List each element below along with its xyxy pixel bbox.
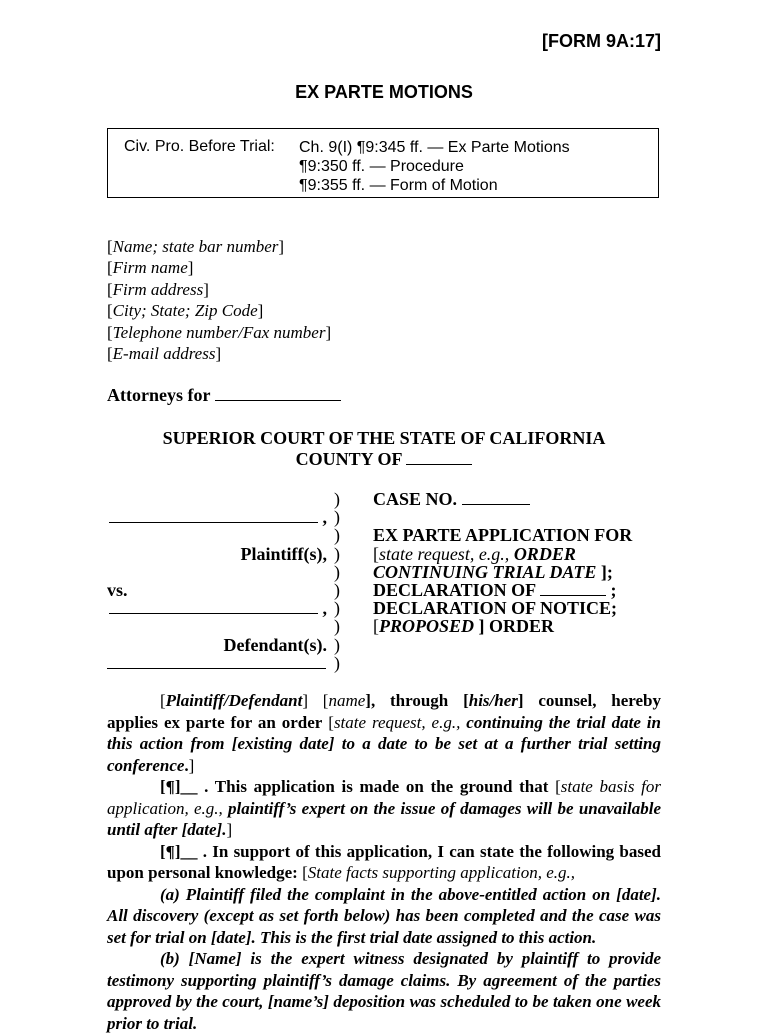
attorney-name-line: [Name; state bar number] bbox=[107, 237, 285, 256]
caption-parties: , Plaintiff(s), vs. , Defendant(s). bbox=[107, 490, 327, 672]
declaration-of-notice: DECLARATION OF NOTICE; bbox=[373, 598, 618, 619]
application-title: EX PARTE APPLICATION FOR bbox=[373, 525, 633, 546]
caption-paren-column: ) ) ) ) ) ) ) ) ) ) bbox=[334, 489, 340, 673]
paragraph-application: [Plaintiff/Defendant] [name], through [his/her] counsel, hereby applies ex parte for an order [state request, e.g., continuing the trial date in this action from [existing date] to a date to be set at a further trial setting conference.] bbox=[107, 691, 661, 775]
reference-label: Civ. Pro. Before Trial: bbox=[124, 138, 275, 155]
document-body bbox=[107, 690, 661, 1034]
paragraph-fact-a: (a) Plaintiff filed the complaint in the above-entitled action on [date]. All discovery (except as set forth below) has been completed and the case was set for trial on [date]. This is the first trial date assigned to this action. bbox=[107, 884, 661, 947]
court-name: SUPERIOR COURT OF THE STATE OF CALIFORNIA bbox=[162, 428, 606, 448]
proposed-order: [PROPOSED ] ORDER bbox=[373, 616, 555, 637]
attorney-firm-line: [Firm name] bbox=[107, 258, 194, 278]
court-heading bbox=[0, 428, 768, 470]
declaration-blank bbox=[540, 581, 606, 596]
attorneys-for: Attorneys for bbox=[107, 385, 341, 406]
document-title: EX PARTE MOTIONS bbox=[295, 82, 473, 102]
reference-line: ¶9:355 ff. — Form of Motion bbox=[299, 177, 498, 194]
county-line: COUNTY OF bbox=[0, 449, 768, 470]
reference-line: ¶9:350 ff. — Procedure bbox=[299, 158, 464, 175]
attorney-email-line: [E-mail address] bbox=[107, 344, 222, 364]
attorney-address-line: [Firm address] bbox=[107, 279, 209, 299]
paragraph-support: [¶]__ . In support of this application, I can state the following based upon personal knowledge: [State facts supporting application, e.g., bbox=[107, 841, 661, 882]
paragraph-fact-b: (b) [Name] is the expert witness designated by plaintiff to provide testimony supporting plaintiff’s damage claims. By agreement of the parties approved by the court, [name’s] deposition was scheduled to be taken one week prior to trial. bbox=[107, 949, 661, 1033]
declaration-of: DECLARATION OF ; bbox=[373, 579, 617, 600]
plaintiff-label: Plaintiff(s), bbox=[240, 543, 327, 564]
case-number-blank bbox=[462, 490, 530, 505]
case-number: CASE NO. bbox=[373, 490, 632, 508]
attorney-city-line: [City; State; Zip Code] bbox=[107, 301, 264, 321]
attorney-info-block bbox=[107, 236, 331, 364]
reference-line: Ch. 9(I) ¶9:345 ff. — Ex Parte Motions bbox=[299, 139, 570, 156]
reference-box bbox=[107, 128, 659, 198]
attorneys-for-blank bbox=[215, 386, 341, 401]
plaintiff-blank bbox=[109, 508, 318, 523]
defendant-blank bbox=[109, 599, 318, 614]
caption-bottom-blank bbox=[107, 654, 326, 669]
paragraph-ground: [¶]__ . This application is made on the ground that [state basis for application, e.g., plaintiff’s expert on the issue of damages will be unavailable until after [date].] bbox=[107, 777, 662, 839]
vs-label: vs. bbox=[107, 579, 128, 600]
county-blank bbox=[406, 450, 472, 465]
caption-case-info: CASE NO. EX PARTE APPLICATION FOR [state request, e.g., ORDER CONTINUING TRIAL DATE ]; DECLARATION OF ; DECLARATION OF NOTICE; [PROPOSED ] ORDER bbox=[373, 489, 633, 637]
reference-lines bbox=[299, 138, 570, 195]
defendant-label: Defendant(s). bbox=[223, 634, 327, 655]
attorney-phone-line: [Telephone number/Fax number] bbox=[107, 322, 332, 342]
form-number: [FORM 9A:17] bbox=[541, 31, 661, 51]
